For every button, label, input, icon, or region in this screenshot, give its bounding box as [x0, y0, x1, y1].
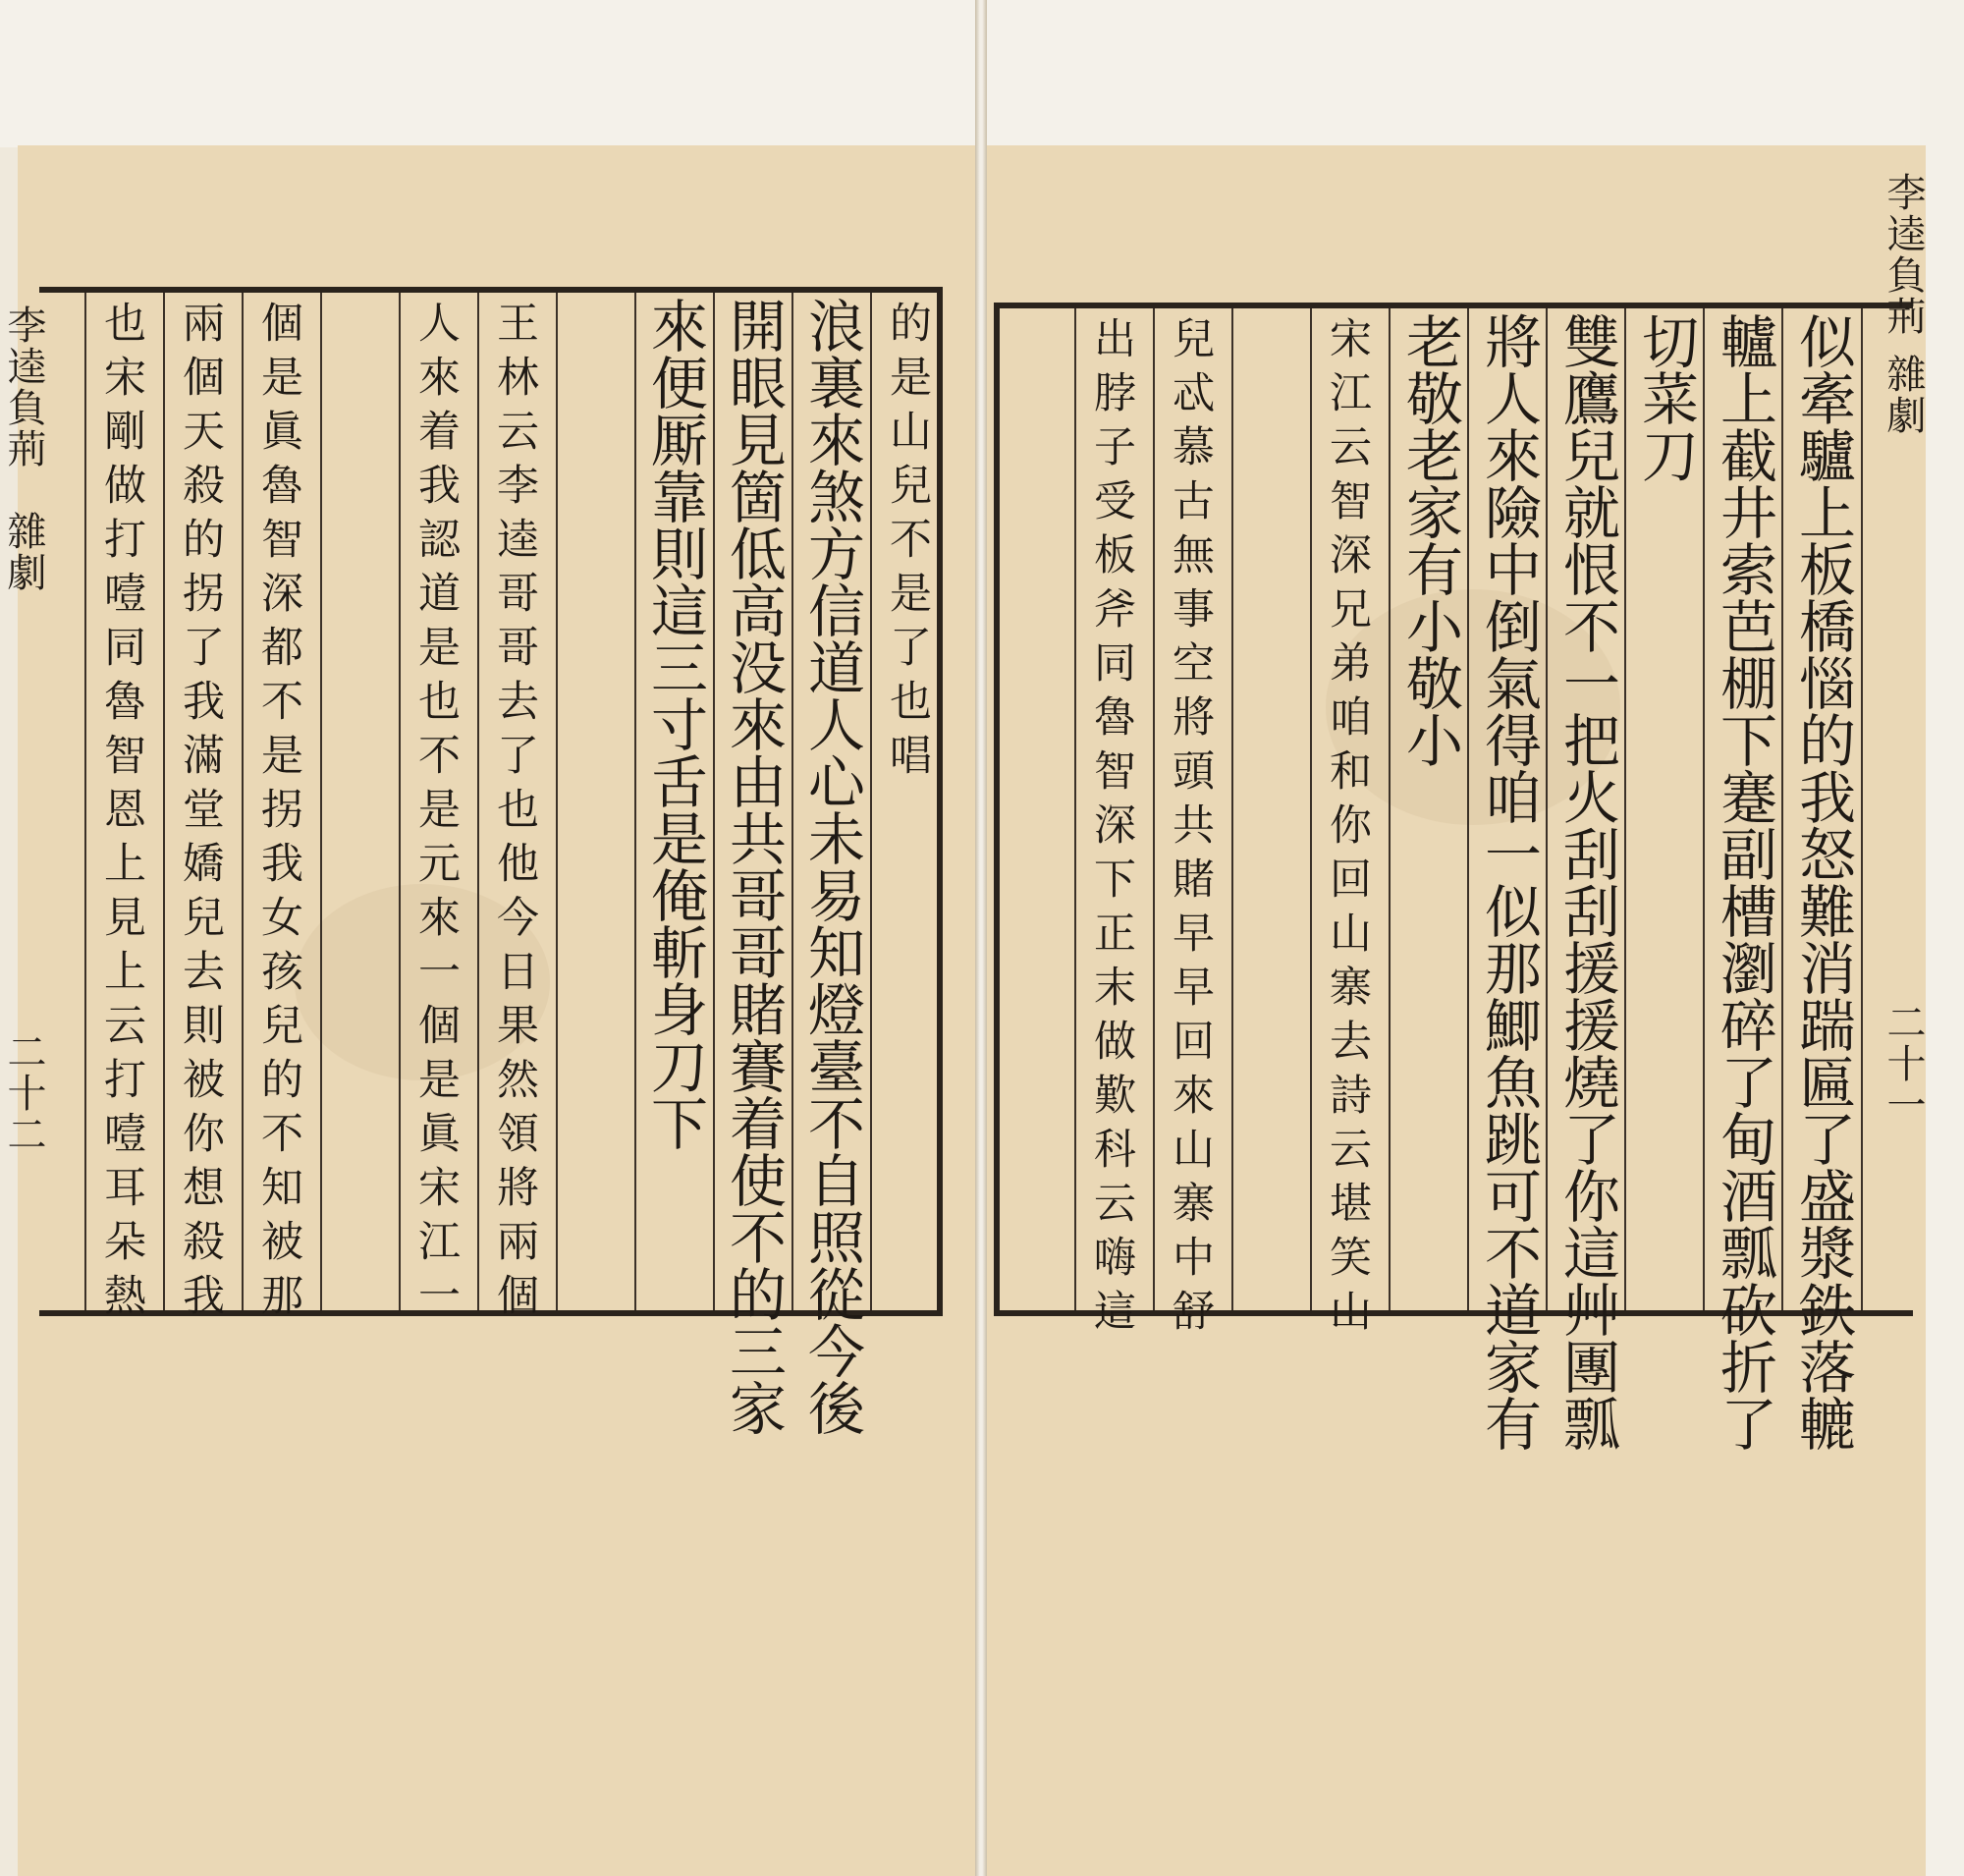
right-column-rule [1074, 308, 1076, 1310]
right-folio-text: 二十一 [1881, 1002, 1926, 1126]
right-text-column [1323, 316, 1372, 1343]
right-margin-title [1881, 172, 1926, 337]
left-column-rule [163, 293, 165, 1310]
left-text-column [411, 301, 461, 1327]
left-text-column [97, 301, 146, 1327]
text-line: 老敬老家有小敬小 [1396, 312, 1463, 768]
right-margin-subtitle-text: 雜劇 [1881, 354, 1926, 436]
text-line: 將人來險中倒氣得咱一似那鯽魚跳可不道家有 [1475, 312, 1542, 1452]
text-line: 王林云李逵哥哥去了也他今日果然領將兩個 [490, 301, 539, 1327]
right-text-column [1396, 312, 1463, 768]
left-margin-subtitle-text: 雜劇 [1, 511, 46, 593]
text-line: 雙鷹兒就恨不一把火刮刮援援燒了你這艸團瓢 [1554, 312, 1620, 1452]
text-line: 的是山兒不是了也唱 [883, 301, 932, 787]
right-folio [1881, 1002, 1926, 1126]
right-text-column [1166, 316, 1215, 1343]
text-line: 來便厮靠則這三寸舌是俺斬身刀下 [641, 297, 708, 1151]
right-text-column [1789, 312, 1856, 1452]
left-column-rule [634, 293, 636, 1310]
left-column-rule [713, 293, 715, 1310]
right-text-column [1711, 312, 1777, 1452]
left-margin-title-text: 李逵負荊 [1, 304, 46, 469]
right-column-rule [1546, 308, 1548, 1310]
text-line: 個是眞魯智深都不是拐我女孩兒的不知被那 [254, 301, 303, 1327]
text-line: 浪裏來煞方信道人心未易知燈臺不自照從今後 [798, 297, 865, 1436]
left-text-column [176, 301, 225, 1327]
text-line: 也宋剛做打噎同魯智恩上見上云打噎耳朵熱 [97, 301, 146, 1327]
right-margin-subtitle [1881, 354, 1926, 436]
right-text-column [1475, 312, 1542, 1452]
right-text-column [1554, 312, 1620, 1452]
right-column-rule [1781, 308, 1783, 1310]
right-column-rule [1703, 308, 1705, 1310]
text-line: 兒忒慕古無事空將頭共賭早早回來山寨中舒 [1166, 316, 1215, 1343]
text-line: 轤上截井索芭棚下蹇副槽瀏碎了甸酒瓢砍折了 [1711, 312, 1777, 1452]
left-text-column [641, 297, 708, 1151]
left-margin-title [1, 304, 46, 469]
right-margin-title-text: 李逵負荊 [1881, 172, 1926, 337]
right-column-rule [1310, 308, 1312, 1310]
text-line: 似牽驢上板橋惱的我怒難消踹匾了盛漿鉄落轆 [1789, 312, 1856, 1452]
left-column-rule [84, 293, 86, 1310]
left-folio [1, 1031, 46, 1155]
right-column-rule [1231, 308, 1233, 1310]
text-line: 切菜刀 [1632, 312, 1699, 483]
right-column-rule [1861, 308, 1863, 1310]
left-column-rule [791, 293, 793, 1310]
left-text-column [720, 297, 787, 1436]
text-line: 宋江云智深兄弟咱和你回山寨去詩云堪笑山 [1323, 316, 1372, 1343]
text-line: 開眼見箇低高没來由共哥哥賭賽着使不的三家 [720, 297, 787, 1436]
book-gutter [975, 0, 987, 1876]
right-column-rule [1467, 308, 1469, 1310]
right-text-column [1632, 312, 1699, 483]
left-column-rule [399, 293, 401, 1310]
right-column-rule [1624, 308, 1626, 1310]
left-text-column [254, 301, 303, 1327]
left-column-rule [477, 293, 479, 1310]
left-text-column [490, 301, 539, 1327]
right-column-rule [1153, 308, 1155, 1310]
text-line: 出脖子受板斧同魯智深下正末做歎科云嗨這 [1087, 316, 1136, 1343]
left-column-rule [320, 293, 322, 1310]
left-column-rule [242, 293, 244, 1310]
left-column-rule [870, 293, 872, 1310]
left-text-column [883, 301, 932, 787]
left-text-column [798, 297, 865, 1436]
outer-sheet-right [1920, 0, 1964, 1876]
text-line: 人來着我認道是也不是元來一個是眞宋江一 [411, 301, 461, 1327]
text-line: 兩個天殺的拐了我滿堂嬌兒去則被你想殺我 [176, 301, 225, 1327]
left-column-rule [556, 293, 558, 1310]
left-folio-text: 二十二 [1, 1031, 46, 1155]
left-margin-subtitle [1, 511, 46, 593]
right-text-column [1087, 316, 1136, 1343]
right-column-rule [1389, 308, 1391, 1310]
